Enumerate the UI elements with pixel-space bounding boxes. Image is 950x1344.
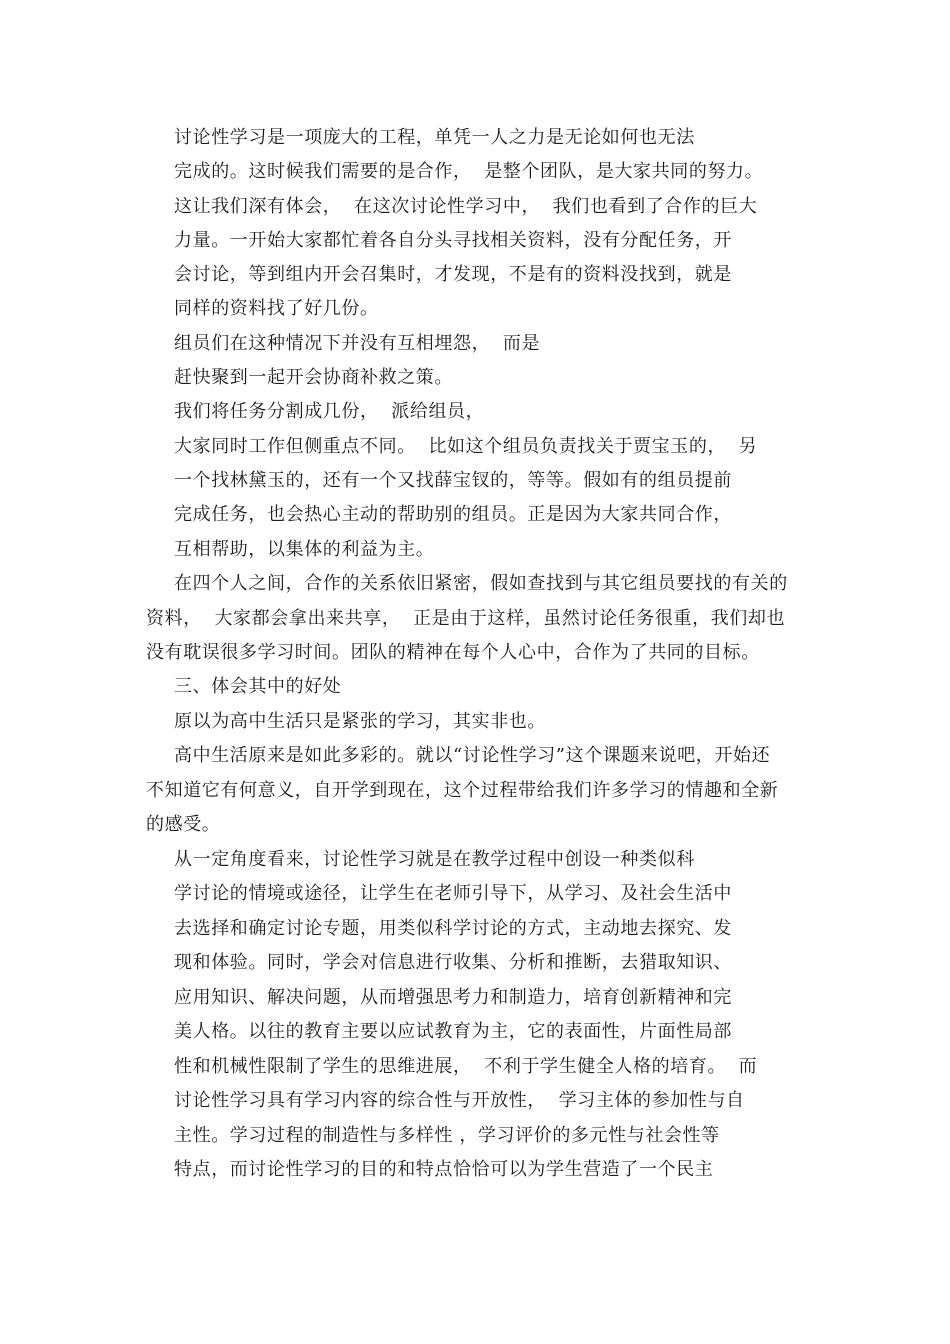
section-heading: 三、体会其中的好处 <box>174 676 342 697</box>
text-line: 不知道它有何意义，自开学到现在，这个过程带给我们许多学习的情趣和全新 <box>146 780 779 801</box>
text-line: 互相帮助，以集体的利益为主。 <box>174 539 435 560</box>
text-line: 应用知识、解决问题，从而增强思考力和制造力，培育创新精神和完 <box>174 987 732 1008</box>
text-line: 会讨论，等到组内开会召集时，才发现，不是有的资料没找到，就是 <box>174 264 732 285</box>
text-line: 赶快聚到一起开会协商补救之策。 <box>174 367 453 388</box>
text-line: 的感受。 <box>146 814 221 835</box>
text-line: 讨论性学习具有学习内容的综合性与开放性， 学习主体的参加性与自 <box>174 1090 745 1111</box>
text-line: 主性。学习过程的制造性与多样性 ，学习评价的多元性与社会性等 <box>174 1125 720 1146</box>
text-line: 力量。一开始大家都忙着各自分头寻找相关资料，没有分配任务，开 <box>174 230 732 251</box>
text-line: 同样的资料找了好几份。 <box>174 298 379 319</box>
text-line: 性和机械性限制了学生的思维进展， 不利于学生健全人格的培育。 而 <box>174 1056 758 1077</box>
text-line: 特点，而讨论性学习的目的和特点恰恰可以为学生营造了一个民主 <box>174 1159 714 1180</box>
text-line: 从一定角度看来，讨论性学习就是在教学过程中创设一种类似科 <box>174 849 695 870</box>
text-line: 讨论性学习是一项庞大的工程，单凭一人之力是无论如何也无法 <box>174 127 695 148</box>
text-line: 美人格。以往的教育主要以应试教育为主，它的表面性，片面性局部 <box>174 1021 732 1042</box>
text-line: 学讨论的情境或途径，让学生在老师引导下，从学习、及社会生活中 <box>174 883 732 904</box>
text-line: 大家同时工作但侧重点不同。 比如这个组员负责找关于贾宝玉的， 另 <box>174 436 758 457</box>
text-line: 这让我们深有体会， 在这次讨论性学习中， 我们也看到了合作的巨大 <box>174 196 758 217</box>
text-line: 完成任务，也会热心主动的帮助别的组员。正是因为大家共同合作， <box>174 504 732 525</box>
text-line: 资料， 大家都会拿出来共享， 正是由于这样，虽然讨论任务很重，我们却也 <box>146 608 786 629</box>
text-line: 完成的。这时候我们需要的是合作， 是整个团队，是大家共同的努力。 <box>174 161 764 182</box>
text-line: 组员们在这种情况下并没有互相埋怨， 而是 <box>174 333 541 354</box>
text-line: 高中生活原来是如此多彩的。就以“讨论性学习”这个课题来说吧，开始还 <box>174 745 771 766</box>
text-line: 去选择和确定讨论专题，用类似科学讨论的方式，主动地去探究、发 <box>174 918 732 939</box>
text-line: 在四个人之间，合作的关系依旧紧密，假如查找到与其它组员要找的有关的 <box>174 573 788 594</box>
text-line: 没有耽误很多学习时间。团队的精神在每个人心中，合作为了共同的目标。 <box>146 642 760 663</box>
text-line: 原以为高中生活只是紧张的学习，其实非也。 <box>174 711 546 732</box>
text-line: 一个找林黛玉的，还有一个又找薛宝钗的，等等。假如有的组员提前 <box>174 470 732 491</box>
text-line: 现和体验。同时，学会对信息进行收集、分析和推断，去猎取知识、 <box>174 952 732 973</box>
text-line: 我们将任务分割成几份， 派给组员， <box>174 401 485 422</box>
